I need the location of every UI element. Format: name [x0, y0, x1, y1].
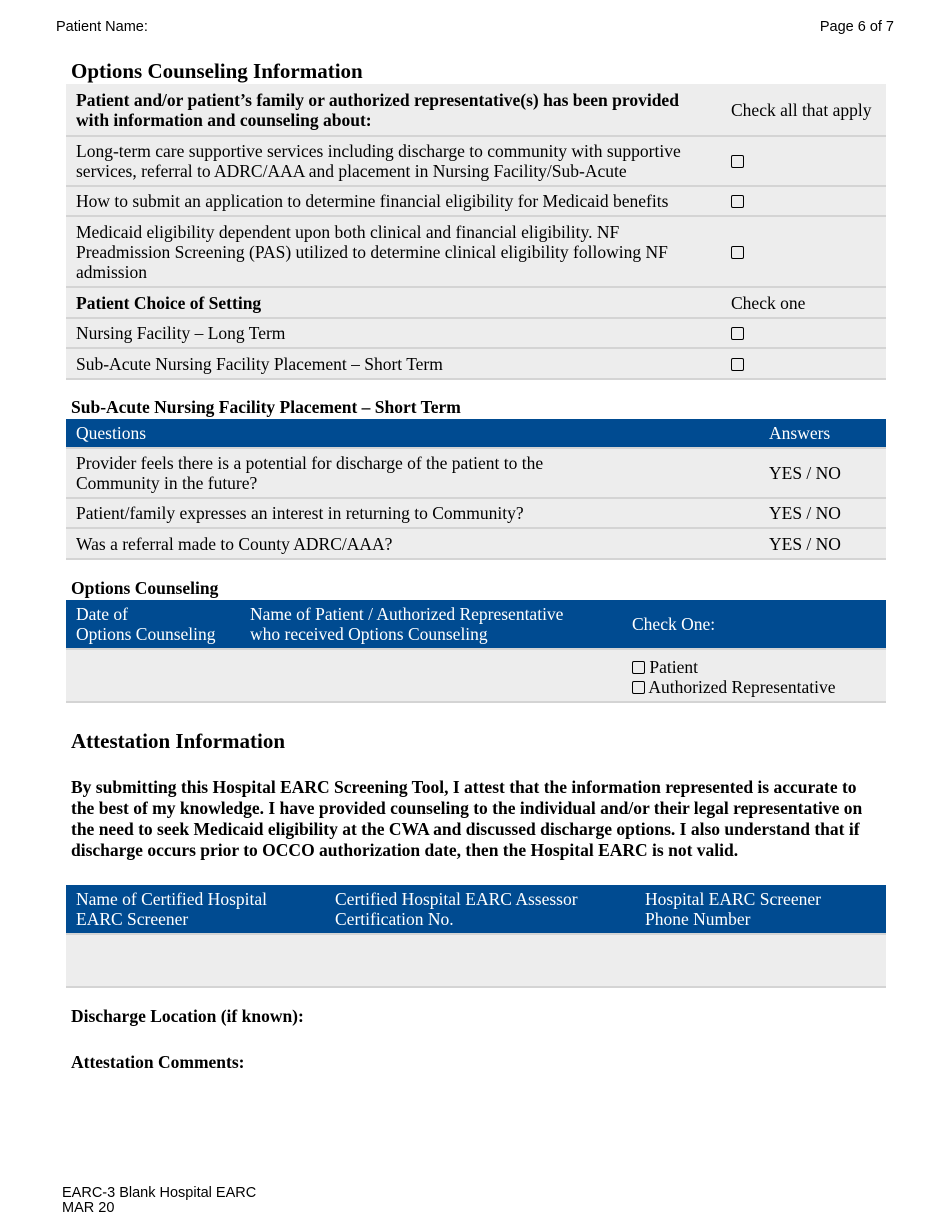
checkbox-subacute[interactable] — [731, 358, 744, 371]
options-info-header-text: Patient and/or patient’s family or authorized representative(s) has been provided with information and counseling about: — [66, 84, 721, 136]
table-row — [66, 649, 886, 702]
options-info-header-row — [66, 84, 886, 136]
name-input-cell[interactable] — [240, 649, 622, 702]
options-info-table — [66, 84, 886, 380]
attestation-title: Attestation Information — [71, 729, 286, 753]
counseling-item-1: Long-term care supportive services including discharge to community with supportive services, referral to ADRC/AAA and placement in Nursing Facility/Sub-Acute — [66, 136, 721, 186]
discharge-location-label: Discharge Location (if known): — [71, 1006, 304, 1026]
phone-number-input[interactable] — [635, 934, 886, 987]
attestation-statement: By submitting this Hospital EARC Screening Tool, I attest that the information represented is accurate to the best of my knowledge. I have provided counseling to the individual and/or their legal representative on the need to seek Medicaid eligibility at the CWA and discussed discharge options. I also understand that if discharge occurs prior to OCCO authorization date, then the Hospital EARC is not valid. — [71, 777, 863, 860]
check-one-header: Check One: — [622, 600, 886, 649]
checkbox-medicaid-application[interactable] — [731, 195, 744, 208]
screener-name-input[interactable] — [66, 934, 325, 987]
certification-no-header: Certified Hospital EARC Assessor Certification No. — [325, 885, 635, 934]
questions-header: Questions — [66, 419, 759, 448]
options-info-title: Options Counseling Information — [71, 59, 363, 83]
counseling-item-2: How to submit an application to determine financial eligibility for Medicaid benefits — [66, 186, 721, 216]
table-row — [66, 186, 886, 216]
date-header: Date of Options Counseling — [66, 600, 240, 649]
check-all-label: Check all that apply — [721, 84, 886, 136]
table-row — [66, 348, 886, 379]
answer-yes-no[interactable]: YES / NO — [759, 528, 886, 559]
form-date: MAR 20 — [62, 1200, 115, 1216]
counseling-item-3: Medicaid eligibility dependent upon both clinical and financial eligibility. NF Preadmission Screening (PAS) utilized to determine clinical eligibility following NF admission — [66, 216, 721, 287]
subacute-table — [66, 419, 886, 560]
choice-nursing-facility: Nursing Facility – Long Term — [66, 318, 721, 348]
answer-yes-no[interactable]: YES / NO — [759, 498, 886, 528]
table-row — [66, 318, 886, 348]
options-counseling-title: Options Counseling — [71, 578, 219, 598]
form-id: EARC-3 Blank Hospital EARC — [62, 1185, 257, 1201]
question-text: Was a referral made to County ADRC/AAA? — [66, 528, 759, 559]
options-counseling-header-row — [66, 600, 886, 649]
checkbox-medicaid-eligibility[interactable] — [731, 246, 744, 259]
attestation-header-row — [66, 885, 886, 934]
patient-choice-label: Patient Choice of Setting — [66, 287, 721, 318]
answer-yes-no[interactable]: YES / NO — [759, 448, 886, 498]
check-one-label: Check one — [721, 287, 886, 318]
option-patient[interactable]: Patient — [632, 657, 876, 677]
checkbox-authorized-representative[interactable] — [632, 681, 645, 694]
question-text: Provider feels there is a potential for discharge of the patient to the Community in the future? — [66, 448, 759, 498]
attestation-comments-label: Attestation Comments: — [71, 1052, 245, 1072]
answers-header: Answers — [759, 419, 886, 448]
certification-no-input[interactable] — [325, 934, 635, 987]
patient-name-label: Patient Name: — [56, 19, 148, 35]
form-footer — [62, 1186, 256, 1216]
option-authorized-representative[interactable]: Authorized Representative — [632, 677, 876, 697]
table-row — [66, 448, 886, 498]
phone-number-header: Hospital EARC Screener Phone Number — [635, 885, 886, 934]
checkbox-nursing-facility[interactable] — [731, 327, 744, 340]
subacute-header-row — [66, 419, 886, 448]
page-number: Page 6 of 7 — [819, 19, 894, 35]
choice-subacute: Sub-Acute Nursing Facility Placement – Short Term — [66, 348, 721, 379]
checkbox-patient[interactable] — [632, 661, 645, 674]
table-row — [66, 287, 886, 318]
question-text: Patient/family expresses an interest in returning to Community? — [66, 498, 759, 528]
table-row — [66, 216, 886, 287]
subacute-title: Sub-Acute Nursing Facility Placement – Short Term — [71, 397, 461, 417]
table-row — [66, 528, 886, 559]
screener-name-header: Name of Certified Hospital EARC Screener — [66, 885, 325, 934]
options-counseling-table — [66, 600, 886, 703]
table-row — [66, 136, 886, 186]
table-row — [66, 498, 886, 528]
date-input-cell[interactable] — [66, 649, 240, 702]
attestation-table — [66, 885, 886, 988]
name-header: Name of Patient / Authorized Representative who received Options Counseling — [240, 600, 622, 649]
checkbox-ltc-services[interactable] — [731, 155, 744, 168]
table-row — [66, 934, 886, 987]
